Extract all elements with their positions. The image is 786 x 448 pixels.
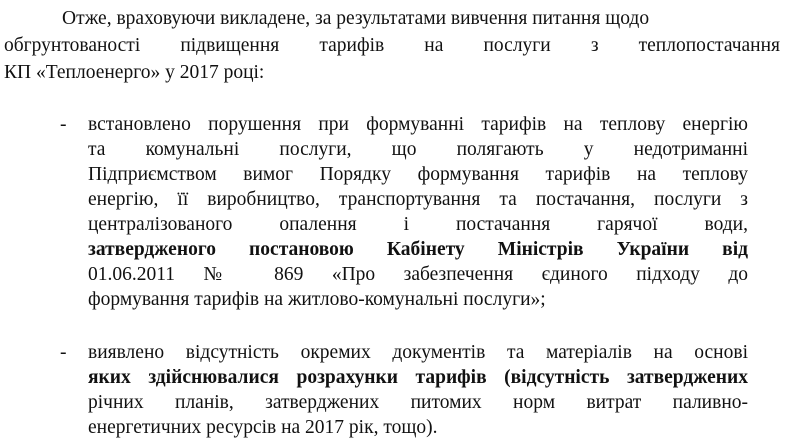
paragraph-1-line-2: обгрунтованості підвищення тарифів на послуги з теплопостачання	[4, 35, 780, 56]
item-1-line-6: затвердженого постановою Кабінету Міністрів України від	[88, 239, 748, 260]
item-1-line-8: формування тарифів на житлово-комунальні послуги»;	[88, 289, 546, 310]
item-1-line-1: встановлено порушення при формуванні тарифів на теплову енергію	[88, 114, 748, 135]
paragraph-1-line-1: Отже, враховуючи викладене, за результатами вивчення питання щодо	[62, 8, 650, 29]
paragraph-1-line-3: КП «Теплоенерго» у 2017 році:	[4, 62, 265, 83]
item-1-line-7: 01.06.2011 № 869 «Про забезпечення єдиного підходу до	[88, 264, 748, 285]
item-2-line-3: річних планів, затверджених питомих норм витрат паливно-	[88, 392, 748, 413]
item-1-line-3: Підприємством вимог Порядку формування тарифів на теплову	[88, 164, 748, 185]
list-bullet-2: -	[60, 342, 67, 363]
list-bullet-1: -	[60, 114, 67, 135]
item-2-line-2: яких здійснювалися розрахунки тарифів (відсутність затверджених	[88, 367, 748, 388]
item-2-line-1: виявлено відсутність окремих документів та матеріалів на основі	[88, 342, 748, 363]
item-2-line-4: енергетичних ресурсів на 2017 рік, тощо).	[88, 417, 438, 438]
item-1-line-5: централізованого опалення і постачання гарячої води,	[88, 214, 748, 235]
item-1-line-4: енергію, її виробництво, транспортування та постачання, послуги з	[88, 189, 748, 210]
item-1-line-2: та комунальні послуги, що полягають у недотриманні	[88, 139, 748, 160]
